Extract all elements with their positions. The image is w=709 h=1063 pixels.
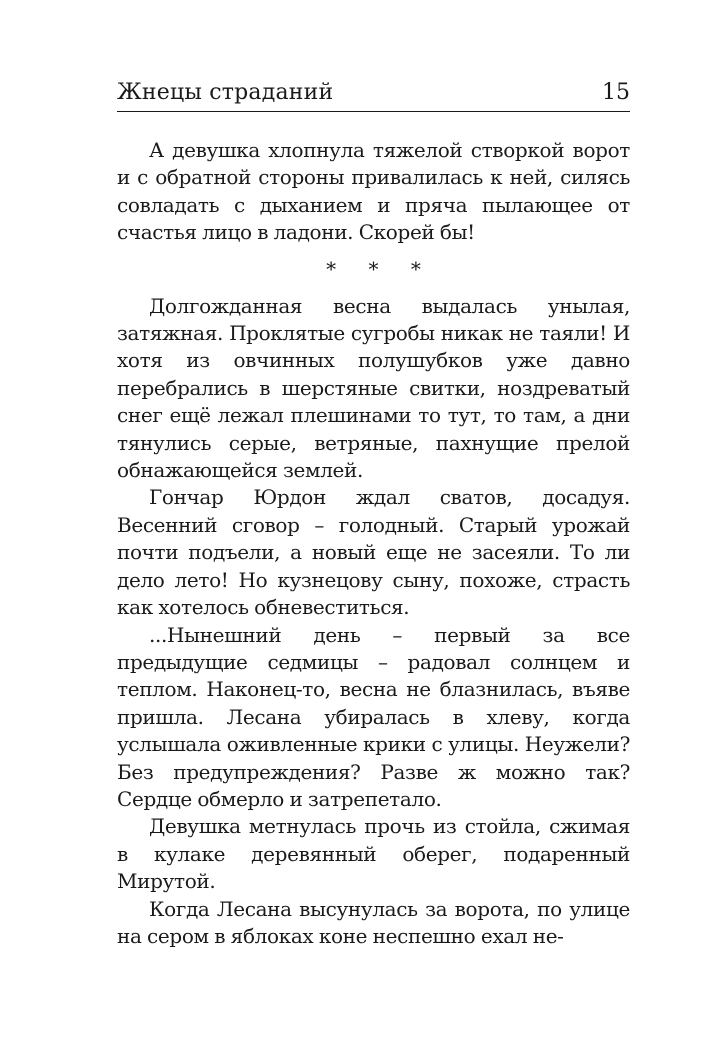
running-header bbox=[117, 80, 630, 110]
section-separator: * * * bbox=[326, 256, 434, 281]
paragraph: Девушка метнулась прочь из стойла, сжимая в кулаке деревянный оберег, подаренный Мирутой. bbox=[117, 814, 630, 894]
page-number: 15 bbox=[602, 80, 630, 105]
running-title: Жнецы страданий bbox=[117, 80, 334, 105]
paragraph: Когда Лесана высунулась за ворота, по улице на сером в яблоках коне неспешно ехал не- bbox=[117, 896, 630, 948]
body-text bbox=[117, 137, 630, 950]
paragraph: ...Нынешний день – первый за все предыдущие седмицы – радовал солнцем и теплом. Наконец-то, весна не блазнилась, въяве пришла. Лесана убиралась в хлеву, когда услышала оживленные крики с улицы. Неужели? Без предупреждения? Разве ж можно так? Сердце обмерло и затрепетало. bbox=[117, 622, 630, 811]
paragraph: Долгожданная весна выдалась унылая, затяжная. Проклятые сугробы никак не таяли! И хотя из овчинных полушубков уже давно перебрались в шерстяные свитки, ноздреватый снег ещё лежал плешинами то тут, то там, а дни тянулись серые, ветряные, пахнущие прелой обнажающейся землей. bbox=[117, 293, 630, 483]
paragraph: А девушка хлопнула тяжелой створкой ворот и с обратной стороны привалилась к ней, силясь совладать с дыханием и пряча пылающее от счастья лицо в ладони. Скорей бы! bbox=[117, 138, 630, 245]
header-rule bbox=[117, 111, 630, 112]
paragraph: Гончар Юрдон ждал сватов, досадуя. Весенний сговор – голодный. Старый урожай почти подъели, а новый еще не засеяли. То ли дело лето! Но кузнецову сыну, похоже, страсть как хотелось обневеститься. bbox=[117, 485, 630, 620]
